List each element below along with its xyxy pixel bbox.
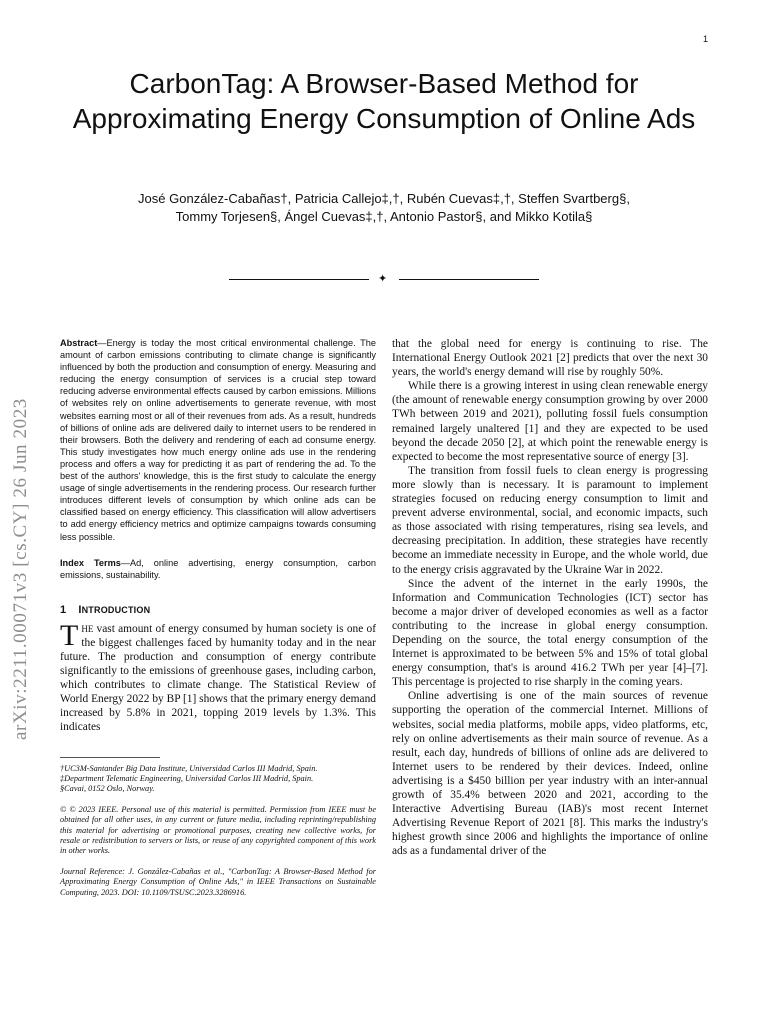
abstract bbox=[60, 337, 376, 543]
divider-line-right bbox=[399, 279, 539, 280]
section-title-rest: NTRODUCTION bbox=[81, 604, 151, 615]
section-number: 1 bbox=[60, 603, 67, 616]
footnote-affiliation-2: ‡Department Telematic Engineering, Universidad Carlos III Madrid, Spain. bbox=[60, 773, 314, 783]
footnotes bbox=[60, 764, 376, 898]
footnote-copyright: © © 2023 IEEE. Personal use of this material is permitted. Permission from IEEE must be obtained for all other uses, in any current or future media, including reprinting/republishing this material for advertising or promotional purposes, creating new collective works, for resale or redistribution to servers or lists, or reuse of any copyrighted component of this work in other works. bbox=[60, 804, 376, 856]
abstract-text: —Energy is today the most critical environmental challenge. The amount of carbon emissions contributing to climate change is significantly influenced by both the production and consumption of energy. Measuring and reducing the energy consumption of services is a crucial step toward reducing adverse environmental effects caused by carbon emissions. Millions of websites rely on online advertisements to generate revenue, with most websites earning most or all of their revenues from ads. As a result, hundreds of billions of online ads are delivered daily to internet users to be rendered in their browsers. Both the delivery and rendering of each ad consume energy. This study investigates how much energy online ads use in the rendering process and offers a way for predicting it as part of rendering the ad. To the best of the authors' knowledge, this is the first study to calculate the energy usage of single advertisements in the rendering process. Our research further introduces different levels of consumption by which online ads can be classified based on energy efficiency. This classification will allow advertisers to add energy efficiency metrics and optimize campaigns towards consuming less possible. bbox=[60, 338, 376, 542]
drop-cap-smallcaps: HE bbox=[81, 623, 94, 634]
intro-paragraph-1-text: vast amount of energy consumed by human society is one of the biggest challenges faced by humanity today and in the near future. The production and consumption of energy contribute significantly to the emissions of greenhouse gases, including carbon, which contributes to climate change. The Statistical Review of World Energy 2022 by BP [1] shows that the primary energy demand increased by 5.8% in 2021, topping 2019 levels by 1.3%. This indicates bbox=[60, 622, 376, 734]
drop-cap: T bbox=[60, 618, 79, 652]
abstract-label: Abstract bbox=[60, 338, 98, 348]
intro-paragraph-5: Online advertising is one of the main sources of revenue supporting the operation of the commercial Internet. Millions of websites, social media platforms, mobile apps, video platforms, etc, rely on online advertisements as their main source of revenue. As a result, each day, hundreds of billions of online ads are delivered to Internet users to be rendered by their devices. Indeed, online advertising is a $450 billion per year industry with an inter-annual growth of 35.4% between 2020 and 2021, according to the Interactive Advertising Bureau (IAB)'s most recent Internet Advertising Revenue Report of 2021 [8]. This marks the industry's highest growth since 2006 and highlights the importance of online ads as a fundamental driver of the bbox=[392, 690, 708, 858]
index-terms bbox=[60, 557, 376, 581]
section-title-initial: I bbox=[78, 603, 82, 616]
divider-ornament: ✦ bbox=[378, 273, 388, 285]
intro-paragraph-3: The transition from fossil fuels to clean energy is progressing more slowly than is necessary. It is paramount to implement strategies focused on reducing energy consumption to limit and prevent adverse environmental, social, and economic impacts, such as those associated with rising temperatures, rising sea levels, and decreasing precipitation. In addition, these strategies have recently become an immediate necessity in Europe, and the whole world, due to the energy crisis aggravated by the Ukraine War in 2022. bbox=[392, 464, 708, 576]
index-terms-label: Index Terms bbox=[60, 557, 121, 568]
intro-paragraph-1 bbox=[60, 618, 376, 735]
author-list bbox=[70, 190, 698, 226]
page-number: 1 bbox=[702, 34, 708, 44]
index-terms-text: —Ad, online advertising, energy consumption, carbon emissions, sustainability. bbox=[60, 557, 376, 580]
left-column bbox=[60, 337, 376, 898]
divider-line-left bbox=[229, 279, 369, 280]
intro-paragraph-1-continued: that the global need for energy is continuing to rise. The International Energy Outlook 2021 [2] predicts that over the next 30 years, the world's energy demand will rise by roughly 50%. bbox=[392, 338, 708, 379]
paper-title: CarbonTag: A Browser-Based Method for Approximating Energy Consumption of Online Ads bbox=[72, 68, 696, 134]
footnote-journal-reference: Journal Reference: J. González-Cabañas et al., "CarbonTag: A Browser-Based Method for Approximating Energy Consumption of Online Ads," in IEEE Transactions on Sustainable Computing, 2023. DOI: 10.1109/TSUSC.2023.3286916. bbox=[60, 866, 376, 897]
footnote-affiliation-3: §Cavai, 0152 Oslo, Norway. bbox=[60, 784, 155, 794]
author-line-1: José González-Cabañas†, Patricia Callejo‡,†, Rubén Cuevas‡,†, Steffen Svartberg§, bbox=[138, 191, 630, 206]
intro-paragraph-2: While there is a growing interest in using clean renewable energy (the amount of renewable energy consumption growing by over 2000 TWh between 2019 and 2021), polluting fossil fuels consumption remained largely unaltered [1] and they are expected to be used beyond the decade 2050 [2], at which point the renewable energy is expected to become the most representative source of energy [3]. bbox=[392, 380, 708, 463]
section-heading-introduction bbox=[60, 604, 376, 616]
author-line-2: Tommy Torjesen§, Ángel Cuevas‡,†, Antonio Pastor§, and Mikko Kotila§ bbox=[175, 209, 593, 224]
title-divider bbox=[229, 273, 539, 285]
arxiv-identifier-stamp: arXiv:2211.00071v3 [cs.CY] 26 Jun 2023 bbox=[10, 398, 31, 740]
right-column bbox=[392, 337, 708, 858]
footnote-affiliation-1: †UC3M-Santander Big Data Institute, Universidad Carlos III Madrid, Spain. bbox=[60, 763, 318, 773]
intro-paragraph-4: Since the advent of the internet in the early 1990s, the Information and Communication Technologies (ICT) sector has become a major driver of developed economies as well as a factor contributing to the increase in global energy consumption. Depending on the source, the total energy consumption of the Internet is approximated to be between 5% and 15% of total global energy consumption, that's is around 416.2 TWh per year [4]–[7]. This percentage is projected to rise sharply in the coming years. bbox=[392, 577, 708, 689]
footnote-rule bbox=[60, 757, 160, 758]
